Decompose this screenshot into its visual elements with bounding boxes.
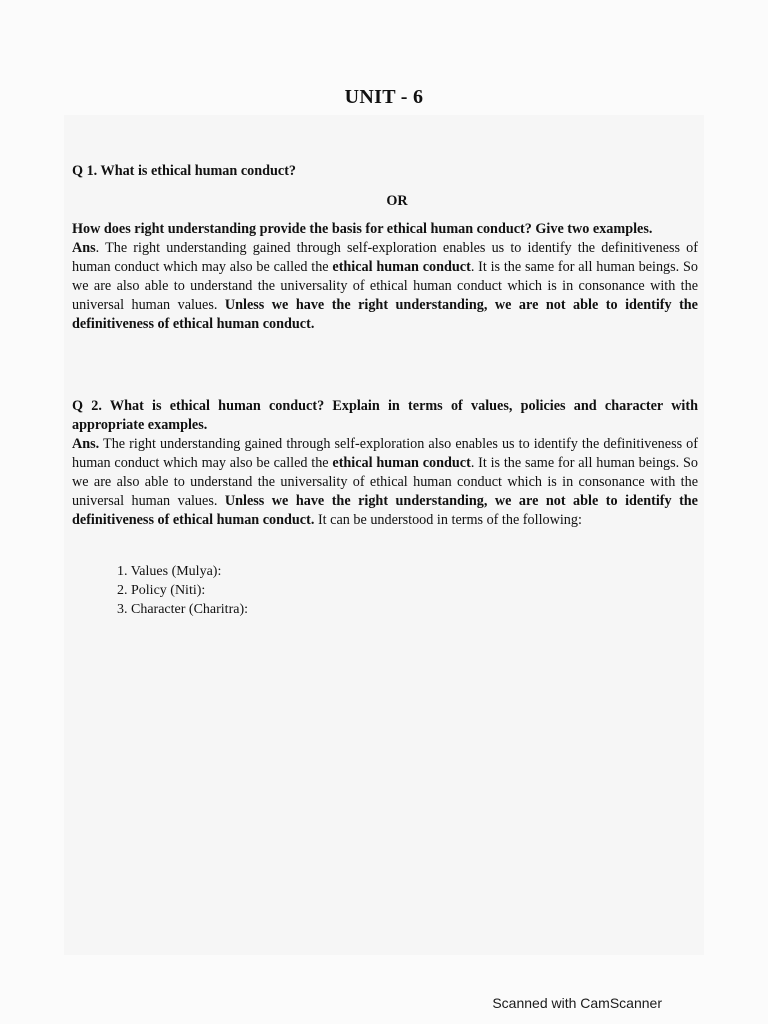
answer-2-label: Ans. [72,436,100,452]
scanner-watermark: Scanned with CamScanner [492,995,662,1011]
answer-2-text-1: The right understanding gained through self-exploration also enables us to identify the definitiveness of human conduct which may also be called the [72,436,698,471]
answer-2-bold-1: ethical human conduct [332,455,471,471]
question-1-block [72,162,698,334]
answer-2-text-2: . It is the same for all human beings. So we are also able to understand the universality of ethical human conduct which is in consonance with the universal human values. [72,455,698,509]
question-2-heading: Q 2. What is ethical human conduct? Explain in terms of values, policies and character with appropriate examples. [72,398,698,433]
answer-1-bold-1: ethical human conduct [332,259,471,275]
answer-2-text-3: It can be understood in terms of the following: [314,512,582,528]
answer-1-label: Ans [72,240,96,256]
answer-2 [72,435,698,530]
question-2-block [72,397,698,530]
list-item: 3. Character (Charitra): [117,602,248,617]
question-1-heading: Q 1. What is ethical human conduct? [72,163,297,179]
answer-1 [72,239,698,334]
answer-2-bold-2: Unless we have the right understanding, we are not able to identify the definitiveness of ethical human conduct. [72,493,698,528]
list-item: 1. Values (Mulya): [117,564,222,579]
conduct-terms-list [117,562,248,619]
list-item: 2. Policy (Niti): [117,583,206,598]
unit-title: UNIT - 6 [344,86,424,108]
or-separator: OR [386,193,408,209]
question-1-alternate: How does right understanding provide the basis for ethical human conduct? Give two examples. [72,221,653,237]
answer-1-text-1: . The right understanding gained through self-exploration enables us to identify the definitiveness of human conduct which may also be called the [72,240,698,275]
answer-1-text-2: . It is the same for all human beings. So we are also able to understand the universality of ethical human conduct which is in consonance with the universal human values. [72,259,698,313]
answer-1-bold-2: Unless we have the right understanding, we are not able to identify the definitiveness of ethical human conduct. [72,297,698,332]
